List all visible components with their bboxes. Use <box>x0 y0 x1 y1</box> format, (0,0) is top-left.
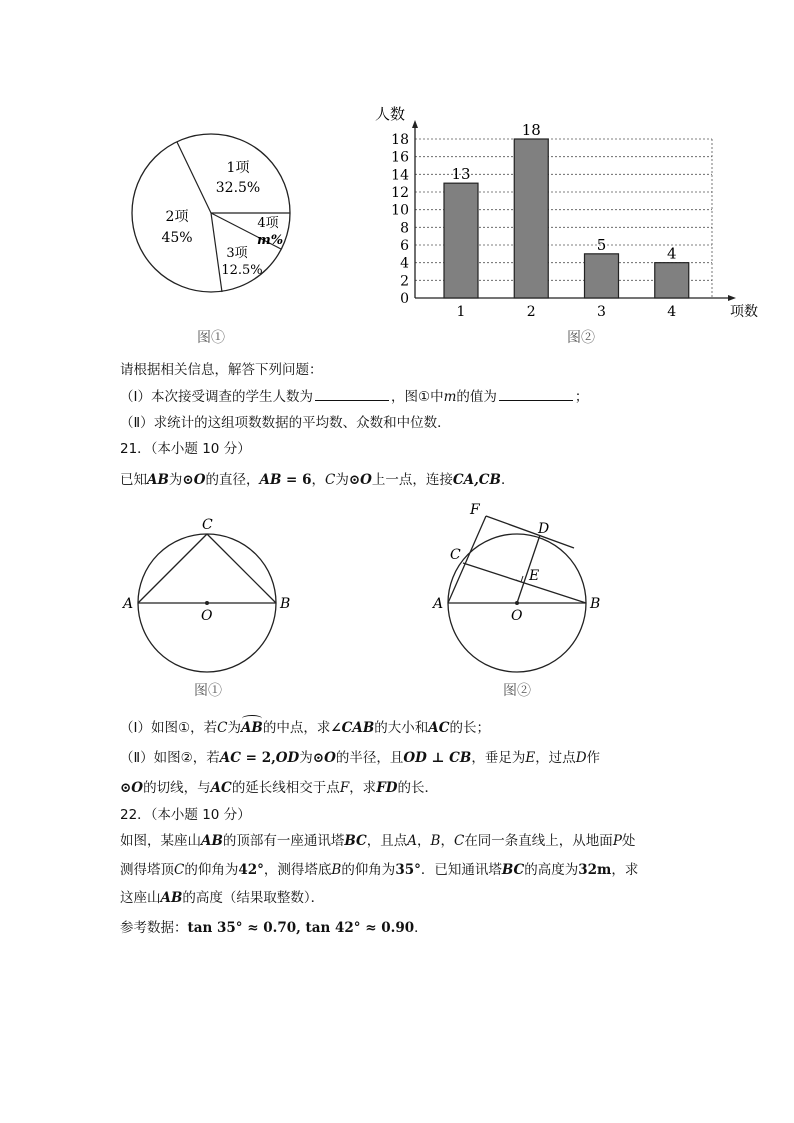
t: ， <box>311 472 325 488</box>
pie-percent-4: m% <box>256 233 284 248</box>
label-B-fig1: B <box>280 596 291 612</box>
point-B: B <box>430 833 441 849</box>
t: 的切线，与 <box>143 780 211 796</box>
y-tick-label: 8 <box>400 220 409 237</box>
y-tick-label: 18 <box>391 132 409 148</box>
q22-line3 <box>120 888 324 908</box>
y-tick-label: 0 <box>400 291 409 307</box>
t: 的半径，且 <box>335 750 404 766</box>
angle-CAB: ∠CAB <box>330 720 375 736</box>
q21-part1 <box>120 718 490 738</box>
bar-value-label: 4 <box>666 244 677 263</box>
seg-BC: BC <box>501 862 525 878</box>
bar-caption: 图② <box>567 330 595 346</box>
arc-AB: AB <box>240 720 263 736</box>
t: 测得塔顶 <box>120 862 174 878</box>
angle-35: 35° <box>395 862 421 878</box>
t: 为 <box>335 472 349 488</box>
label-F-fig2: F <box>470 502 480 518</box>
perp-sign: ⊥ <box>426 750 450 766</box>
pie-label-4: 4项 <box>257 216 279 231</box>
q20-part1-m: m <box>443 389 457 405</box>
t: 处 <box>621 833 636 849</box>
q22-line1 <box>120 831 635 851</box>
x-tick-label: 4 <box>667 304 677 320</box>
t: 的延长线相交于点 <box>231 780 340 796</box>
t: ． <box>500 472 515 488</box>
pie-percent-2: 45% <box>161 230 193 246</box>
circle-O: ⊙O <box>312 750 336 766</box>
q22-heading: 22．（本小题 10 分） <box>120 807 251 823</box>
y-tick-label: 10 <box>391 202 409 219</box>
angle-42: 42° <box>238 862 264 878</box>
t: 为 <box>299 750 313 766</box>
q20-part1-b: ，图①中 <box>390 389 444 405</box>
t: 的顶部有一座通讯塔 <box>222 833 345 849</box>
t: ，且点 <box>366 833 408 849</box>
q20-part1-c: 的值为 <box>456 389 497 405</box>
seg-OD: OD <box>403 750 427 766</box>
bar-value-label: 5 <box>596 235 607 254</box>
pie-label-2: 2项 <box>165 209 189 225</box>
label-D-fig2: D <box>538 521 550 537</box>
t: 的仰角为 <box>184 862 239 878</box>
reference-values: tan 35° ≈ 0.70, tan 42° ≈ 0.90 <box>187 920 415 936</box>
t: 的高度为 <box>524 862 579 878</box>
t: ，求 <box>611 862 639 878</box>
label-O-fig2: O <box>511 608 523 624</box>
t: 的中点，求 <box>262 720 331 736</box>
seg-CA-CB: CA,CB <box>452 472 501 488</box>
pie-caption: 图① <box>197 330 225 346</box>
chord-CB-fig1 <box>207 534 276 603</box>
t: ， <box>440 833 454 849</box>
q22-line2 <box>120 860 638 880</box>
chord-CB-fig2 <box>463 563 586 603</box>
circle-O: ⊙O <box>182 472 206 488</box>
bar-value-label: 13 <box>451 165 471 184</box>
label-C-fig2: C <box>450 547 461 563</box>
geometry-figure-1 <box>121 517 290 699</box>
point-E: E <box>525 750 536 766</box>
q21-part2-line1 <box>120 748 600 768</box>
t: ． <box>414 920 428 936</box>
y-tick-label: 12 <box>391 185 409 201</box>
seg-AB: AB <box>259 472 282 488</box>
q20-part1-end: ； <box>574 389 589 405</box>
t: ，求 <box>349 780 377 796</box>
t: 的大小和 <box>374 720 429 736</box>
circle-O: ⊙O <box>348 472 372 488</box>
t: （Ⅱ）如图②，若 <box>120 750 220 766</box>
seg-AC: AC <box>210 780 232 796</box>
label-B-fig2: B <box>590 596 601 612</box>
y-tick-label: 6 <box>400 238 409 254</box>
t: 的长； <box>449 720 491 736</box>
t: （Ⅰ）如图①，若 <box>120 720 218 736</box>
center-dot-fig1 <box>205 601 209 605</box>
point-C: C <box>217 720 228 736</box>
seg-AB: AB <box>201 833 223 849</box>
t: 上一点，连接 <box>371 472 453 488</box>
circle-O: ⊙O <box>120 780 144 796</box>
t: 的高度（结果取整数）． <box>182 890 325 906</box>
geometry-figure-2 <box>431 502 600 699</box>
tangent-FD-fig2 <box>486 516 574 548</box>
t: ，垂足为 <box>471 750 526 766</box>
t: 为 <box>168 472 183 488</box>
x-tick-label: 1 <box>456 304 466 320</box>
pie-percent-3: 12.5% <box>221 263 263 278</box>
label-A-fig1: A <box>123 596 134 612</box>
seg-CB: CB <box>449 750 472 766</box>
y-tick-label: 2 <box>400 273 409 290</box>
t: ，过点 <box>535 750 576 766</box>
q22-reference <box>120 918 428 938</box>
seg-FD: FD <box>376 780 398 796</box>
q20-part2: （Ⅱ）求统计的这组项数数据的平均数、众数和中位数． <box>120 415 451 431</box>
value-2: = 2, <box>240 750 276 766</box>
seg-AC: AC <box>428 720 450 736</box>
label-E-fig2: E <box>529 568 540 584</box>
t: 的直径， <box>205 472 260 488</box>
y-tick-label: 16 <box>391 149 409 166</box>
t: ，测得塔底 <box>263 862 332 878</box>
point-C: C <box>324 472 336 488</box>
value-6: = 6 <box>281 472 312 488</box>
point-P: P <box>612 833 622 849</box>
center-dot-fig2 <box>515 601 519 605</box>
t: 如图，某座山 <box>120 833 201 849</box>
t: 作 <box>586 750 601 766</box>
t: 这座山 <box>120 890 161 906</box>
q21-heading: 21．（本小题 10 分） <box>120 441 251 457</box>
pie-percent-1: 32.5% <box>215 180 261 196</box>
seg-AC: AC <box>219 750 241 766</box>
t: 在同一条直线上，从地面 <box>464 833 613 849</box>
label-A-fig2: A <box>433 596 444 612</box>
t: 的仰角为 <box>341 862 396 878</box>
y-tick-label: 4 <box>400 255 409 272</box>
y-tick-label: 14 <box>391 167 409 184</box>
q20-part1-a: （Ⅰ）本次接受调查的学生人数为 <box>120 389 313 405</box>
chord-CA-fig1 <box>138 534 207 603</box>
seg-BC: BC <box>344 833 367 849</box>
pie-label-3: 3项 <box>226 246 248 261</box>
seg-OD: OD <box>275 750 300 766</box>
caption-fig1: 图① <box>194 683 222 699</box>
q21-part2-line2 <box>120 778 438 798</box>
t: 为 <box>227 720 241 736</box>
bar-value-label: 18 <box>521 121 541 139</box>
height-32m: 32m <box>578 862 612 878</box>
y-axis-label: 人数 <box>375 105 406 123</box>
t: 参考数据： <box>120 920 188 936</box>
label-C-fig1: C <box>202 517 213 533</box>
t: ， <box>417 833 431 849</box>
point-D: D <box>575 750 587 766</box>
intro-text: 请根据相关信息，解答下列问题： <box>120 362 323 378</box>
seg-AB: AB <box>160 890 183 906</box>
t: 已知 <box>120 472 147 488</box>
t: 的长． <box>397 780 438 796</box>
caption-fig2: 图② <box>503 683 531 699</box>
point-C: C <box>174 862 185 878</box>
label-O-fig1: O <box>201 608 213 624</box>
x-axis-label: 项数 <box>730 304 758 320</box>
x-tick-label: 2 <box>526 304 536 320</box>
seg-AB: AB <box>147 472 169 488</box>
point-B: B <box>331 862 342 878</box>
pie-label-1: 1项 <box>226 160 250 176</box>
t: ．已知通讯塔 <box>420 862 502 878</box>
x-tick-label: 3 <box>597 304 606 320</box>
point-F: F <box>339 780 350 796</box>
point-A: A <box>407 833 418 849</box>
point-C: C <box>453 833 465 849</box>
